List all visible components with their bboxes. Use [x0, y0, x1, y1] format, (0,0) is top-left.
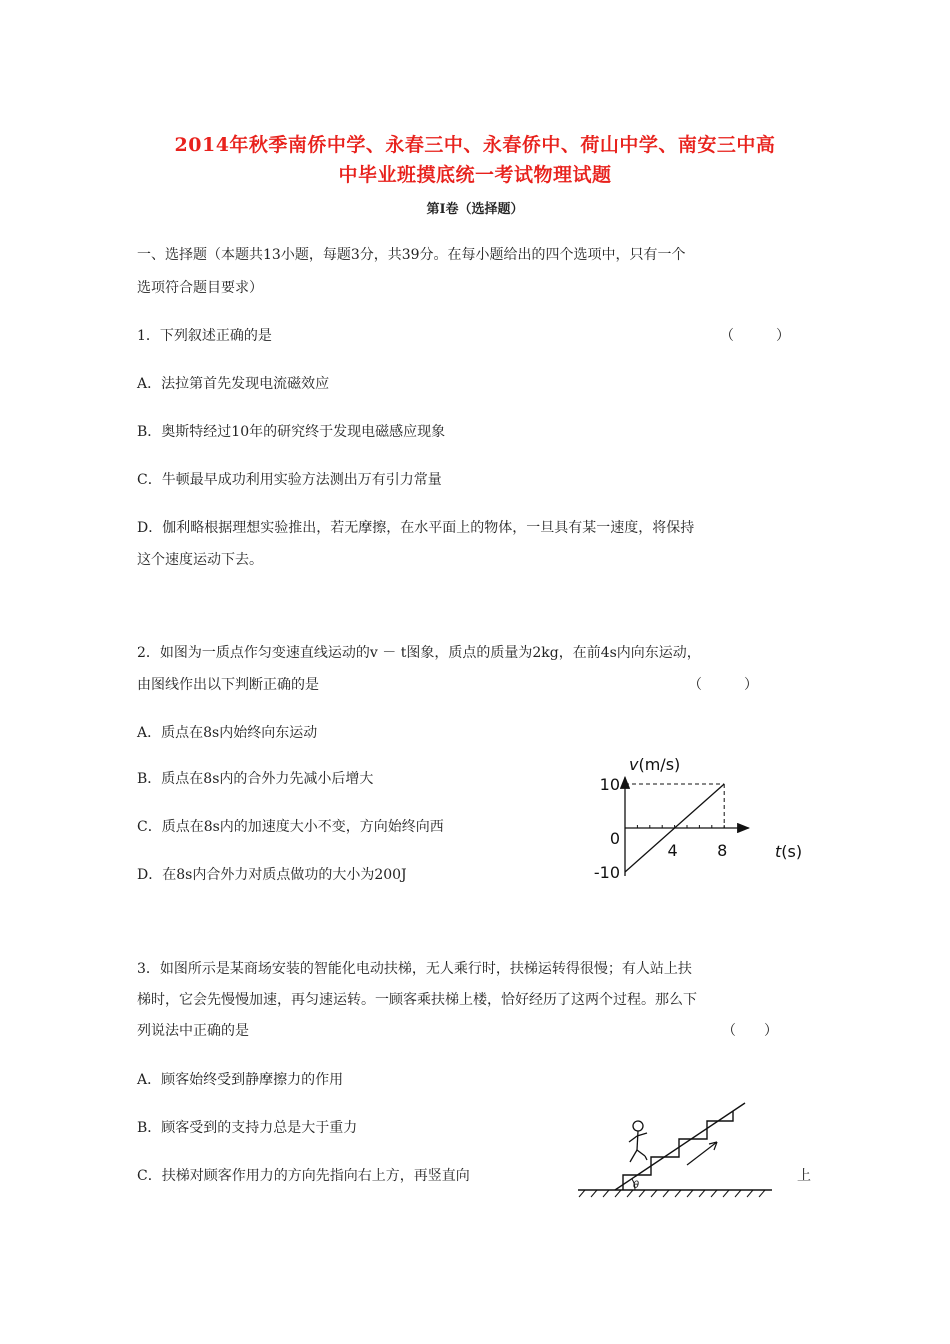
q1-option-b: B．奥斯特经过10年的研究终于发现电磁感应现象	[137, 424, 446, 440]
q1-option-c: C．牛顿最早成功利用实验方法测出万有引力常量	[137, 472, 442, 488]
section-intro-cont: 选项符合题目要求）	[137, 280, 263, 296]
q1-answer-paren: （ ）	[720, 328, 790, 344]
volume-heading: 第Ⅰ卷（选择题）	[426, 202, 524, 217]
y-axis-label: v(m/s)	[629, 755, 681, 774]
vt-graph	[585, 740, 815, 900]
motion-arrow	[687, 1142, 717, 1165]
person-figure	[629, 1121, 647, 1162]
q3-option-c: C．扶梯对顾客作用力的方向先指向右上方，再竖直向	[137, 1168, 470, 1184]
q3-answer-paren: （ ）	[722, 1023, 778, 1039]
q2-option-a: A．质点在8s内始终向东运动	[137, 725, 318, 741]
x-tick-label: 4	[667, 841, 678, 860]
q3-stem-cont-2: 列说法中正确的是	[137, 1023, 249, 1039]
q1-stem: 1．下列叙述正确的是	[137, 328, 272, 344]
q3-stem-cont: 梯时，它会先慢慢加速，再匀速运转。一顾客乘扶梯上楼，恰好经历了这两个过程。那么下	[137, 992, 697, 1008]
theta-label: θ	[633, 1180, 640, 1191]
y-tick-label: 10	[599, 775, 620, 794]
escalator-incline	[615, 1103, 745, 1190]
escalator-figure	[575, 1100, 775, 1200]
section-intro: 一、选择题（本题共13小题，每题3分，共39分。在每小题给出的四个选项中，只有一个	[137, 247, 686, 263]
q2-answer-paren: （ ）	[688, 677, 758, 693]
q1-option-d: D．伽利略根据理想实验推出，若无摩擦，在水平面上的物体，一旦具有某一速度，将保持	[137, 520, 695, 536]
q2-option-b: B．质点在8s内的合外力先减小后增大	[137, 771, 374, 787]
q2-stem: 2．如图为一质点作匀变速直线运动的v － t图象，质点的质量为2kg，在前4s内向东运动，	[137, 645, 701, 661]
q2-stem-cont: 由图线作出以下判断正确的是	[137, 677, 319, 693]
q3-option-c-tail: 上	[797, 1168, 811, 1184]
y-tick-label: 0	[609, 829, 620, 848]
y-tick-label: -10	[593, 863, 620, 882]
q3-stem: 3．如图所示是某商场安装的智能化电动扶梯，无人乘行时，扶梯运转得很慢；有人站上扶	[137, 961, 692, 977]
x-axis-label: t(s)	[775, 842, 803, 861]
paper-title-line-2: 中毕业班摸底统一考试物理试题	[338, 164, 612, 186]
q3-option-a: A．顾客始终受到静摩擦力的作用	[137, 1072, 344, 1088]
q3-option-b: B．顾客受到的支持力总是大于重力	[137, 1120, 358, 1136]
q2-option-c: C．质点在8s内的加速度大小不变，方向始终向西	[137, 819, 444, 835]
q2-option-d: D．在8s内合外力对质点做功的大小为200J	[137, 867, 407, 883]
q1-option-a: A．法拉第首先发现电流磁效应	[137, 376, 330, 392]
paper-title-line-1: 2014年秋季南侨中学、永春三中、永春侨中、荷山中学、南安三中高	[174, 134, 776, 156]
ground-hatching	[579, 1190, 765, 1197]
x-tick-label: 8	[717, 841, 728, 860]
q1-option-d-cont: 这个速度运动下去。	[137, 552, 263, 568]
